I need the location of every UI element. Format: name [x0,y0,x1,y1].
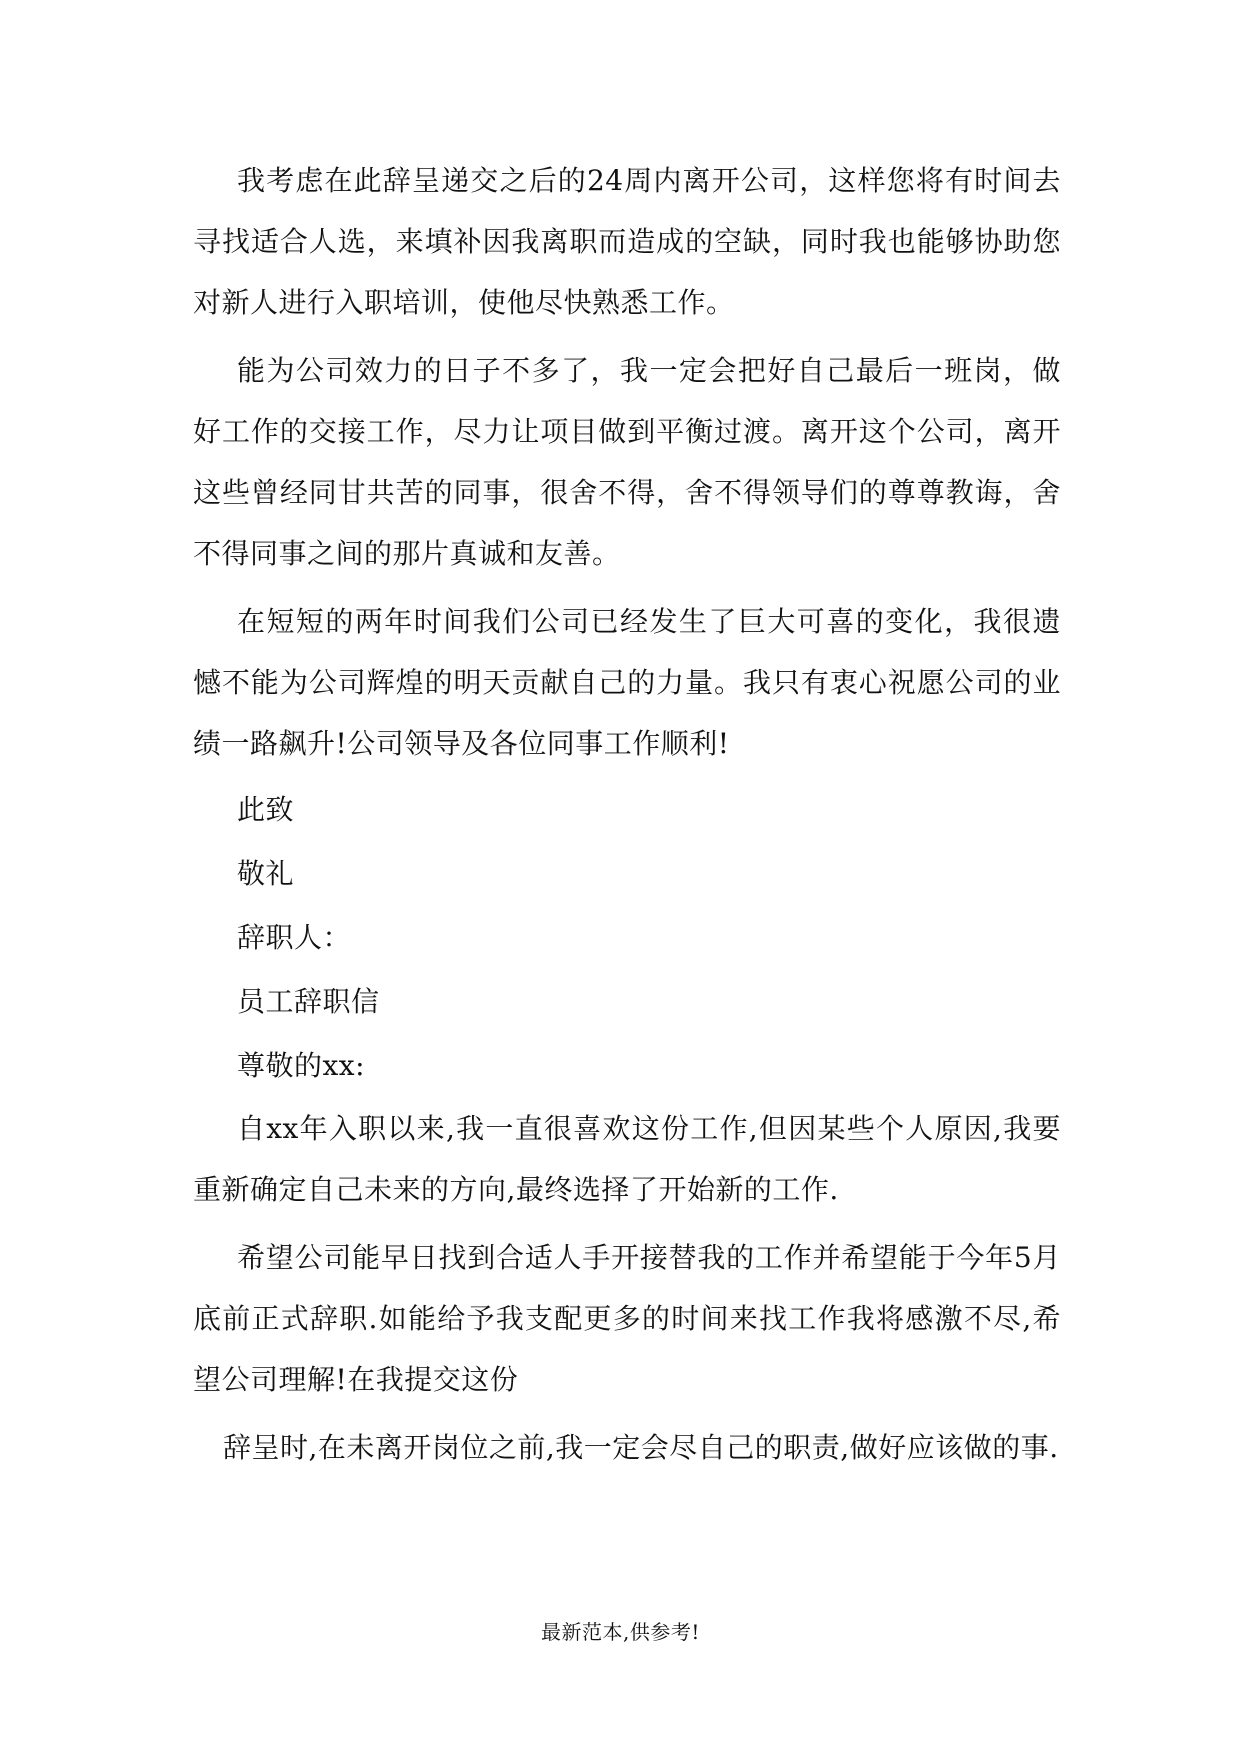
signer-label: 辞职人： [237,921,352,954]
document-body [193,150,1061,1485]
second-letter-title: 员工辞职信 [237,985,380,1018]
closing-cizhi: 此致 [237,793,295,826]
paragraph-resignation-timing: 我考虑在此辞呈递交之后的24周内离开公司，这样您将有时间去寻找适合人选，来填补因我离职而造成的空缺，同时我也能够协助您对新人进行入职培训，使他尽快熟悉工作。 [193,164,1061,319]
paragraph-well-wishes: 在短短的两年时间我们公司已经发生了巨大可喜的变化，我很遗憾不能为公司辉煌的明天贡献自己的力量。我只有衷心祝愿公司的业绩一路飙升!公司领导及各位同事工作顺利! [193,605,1061,760]
paragraph-final-duties: 辞呈时,在未离开岗位之前,我一定会尽自己的职责,做好应该做的事. [223,1431,1059,1464]
closing-jingli: 敬礼 [237,857,295,890]
footer-note: 最新范本,供参考! [541,1620,700,1644]
paragraph-since-joining: 自xx年入职以来,我一直很喜欢这份工作,但因某些个人原因,我要重新确定自己未来的方向,最终选择了开始新的工作. [193,1112,1061,1206]
salutation: 尊敬的xx: [237,1049,366,1082]
paragraph-hope-replacement: 希望公司能早日找到合适人手开接替我的工作并希望能于今年5月底前正式辞职.如能给予我支配更多的时间来找工作我将感激不尽,希望公司理解!在我提交这份 [193,1241,1061,1396]
paragraph-handover: 能为公司效力的日子不多了，我一定会把好自己最后一班岗，做好工作的交接工作，尽力让项目做到平衡过渡。离开这个公司，离开这些曾经同甘共苦的同事，很舍不得，舍不得领导们的尊尊教诲，舍不得同事之间的那片真诚和友善。 [193,354,1061,570]
